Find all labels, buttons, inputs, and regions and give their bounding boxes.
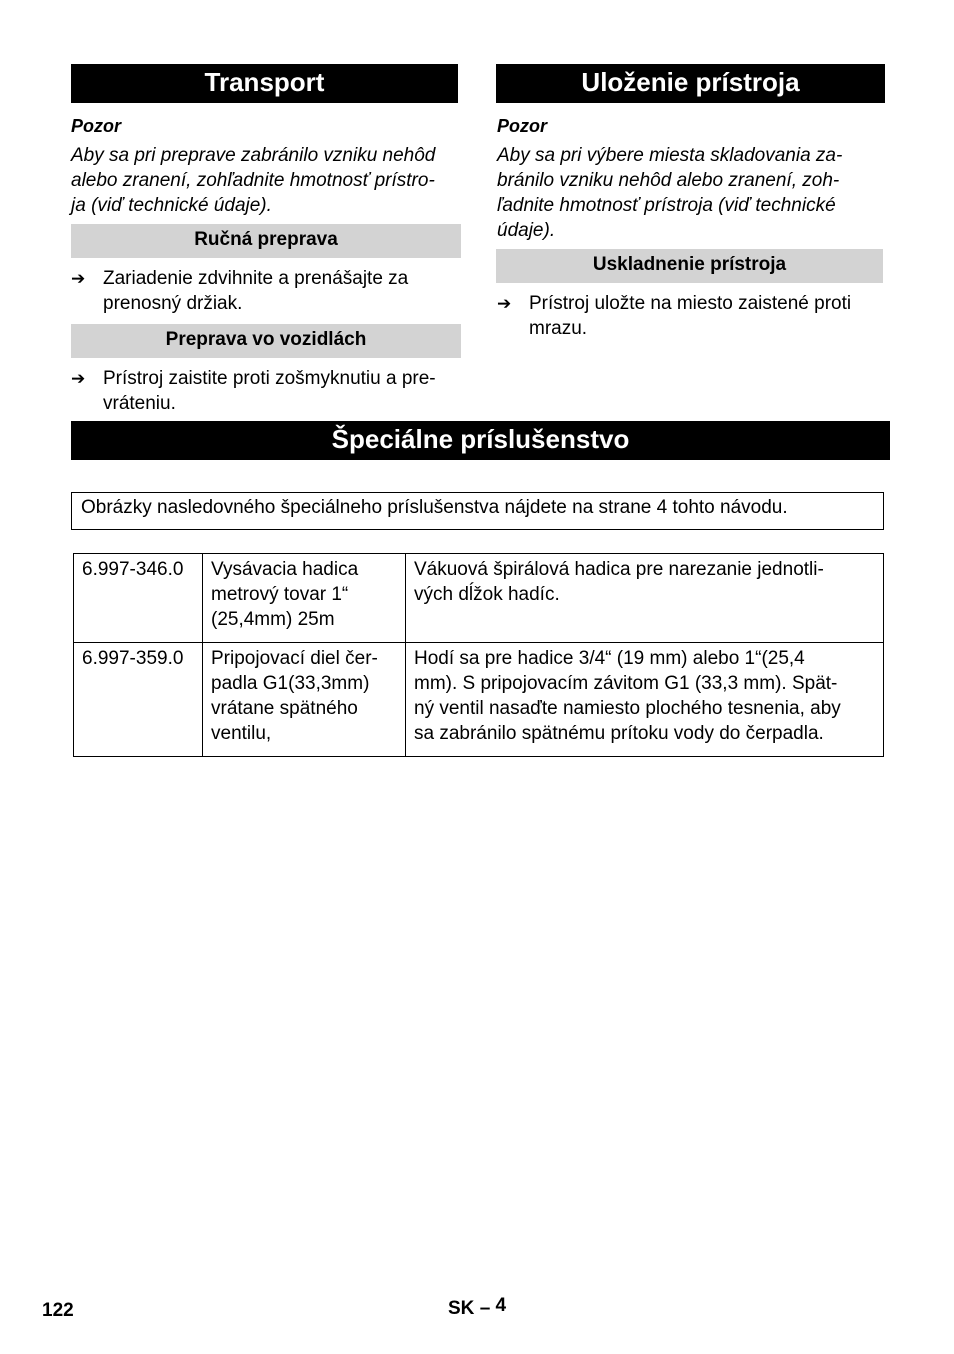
accessories-table (73, 553, 884, 757)
caution-line: ja (viď technické údaje). (71, 195, 272, 216)
part-number-cell: 6.997-359.0 (74, 643, 203, 757)
part-name-line: metrový tovar 1“ (211, 584, 349, 605)
storage-device-heading: Uskladnenie prístroja (496, 249, 883, 283)
part-description-line: mm). S pripojovacím závitom G1 (33,3 mm). Spät- (414, 673, 838, 694)
accessories-note: Obrázky nasledovného špeciálneho príslušenstva nájdete na strane 4 tohto návodu. (71, 492, 884, 530)
part-name-line: ventilu, (211, 723, 272, 744)
caution-line: Aby sa pri výbere miesta skladovania za- (497, 145, 843, 166)
step-line: Prístroj uložte na miesto zaistené proti (529, 293, 852, 314)
caution-line: údaje). (497, 220, 556, 241)
step-line: Prístroj zaistite proti zošmyknutiu a pre- (103, 368, 436, 389)
arrow-right-icon: ➔ (497, 294, 512, 313)
language-code: SK (448, 1298, 475, 1319)
accessories-heading: Špeciálne príslušenstvo (71, 421, 890, 460)
vehicle-transport-step (71, 366, 461, 416)
part-description-cell (406, 643, 884, 757)
part-description-line: vých dĺžok hadíc. (414, 584, 560, 605)
storage-caution-label: Pozor (497, 116, 548, 136)
caution-line: Aby sa pri preprave zabránilo vzniku nehôd (71, 145, 436, 166)
part-description-line: Vákuová špirálová hadica pre narezanie jednotli- (414, 559, 824, 580)
manual-transport-heading: Ručná preprava (71, 224, 461, 258)
step-line: Zariadenie zdvihnite a prenášajte za (103, 268, 409, 289)
part-name-cell (203, 554, 406, 643)
part-description-line: Hodí sa pre hadice 3/4“ (19 mm) alebo 1“(25,4 (414, 648, 805, 669)
part-description-line: sa zabránilo spätnému prítoku vody do čerpadla. (414, 723, 824, 744)
step-line: mrazu. (529, 318, 588, 339)
part-description-cell (406, 554, 884, 643)
table-row (74, 643, 884, 757)
page-footer-label (448, 1295, 507, 1320)
transport-caution-label: Pozor (71, 116, 122, 136)
caution-line: alebo zranení, zohľadnite hmotnosť prístro- (71, 170, 435, 191)
storage-caution-text (497, 143, 842, 243)
part-name-line: vrátane spätného (211, 698, 358, 719)
vehicle-transport-heading: Preprava vo vozidlách (71, 324, 461, 358)
part-description-line: ný ventil nasaďte namiesto plochého tesnenia, aby (414, 698, 841, 719)
part-number-cell: 6.997-346.0 (74, 554, 203, 643)
part-name-line: padla G1(33,3mm) (211, 673, 370, 694)
section-page-number: 4 (495, 1295, 507, 1316)
table-row (74, 554, 884, 643)
part-name-line: Pripojovací diel čer- (211, 648, 378, 669)
transport-heading: Transport (71, 64, 458, 103)
arrow-right-icon: ➔ (71, 369, 86, 388)
part-name-line: (25,4mm) 25m (211, 609, 335, 630)
caution-line: bránilo vzniku nehôd alebo zranení, zoh- (497, 170, 840, 191)
page-number: 122 (42, 1300, 74, 1321)
storage-device-step (497, 291, 887, 341)
caution-line: ľadnite hmotnosť prístroja (viď technické (497, 195, 836, 216)
step-line: prenosný držiak. (103, 293, 243, 314)
part-name-line: Vysávacia hadica (211, 559, 359, 580)
part-name-cell (203, 643, 406, 757)
arrow-right-icon: ➔ (71, 269, 86, 288)
manual-transport-step (71, 266, 461, 316)
step-line: vráteniu. (103, 393, 176, 414)
footer-dash: – (479, 1298, 491, 1319)
transport-caution-text (71, 143, 435, 218)
storage-heading: Uloženie prístroja (496, 64, 885, 103)
